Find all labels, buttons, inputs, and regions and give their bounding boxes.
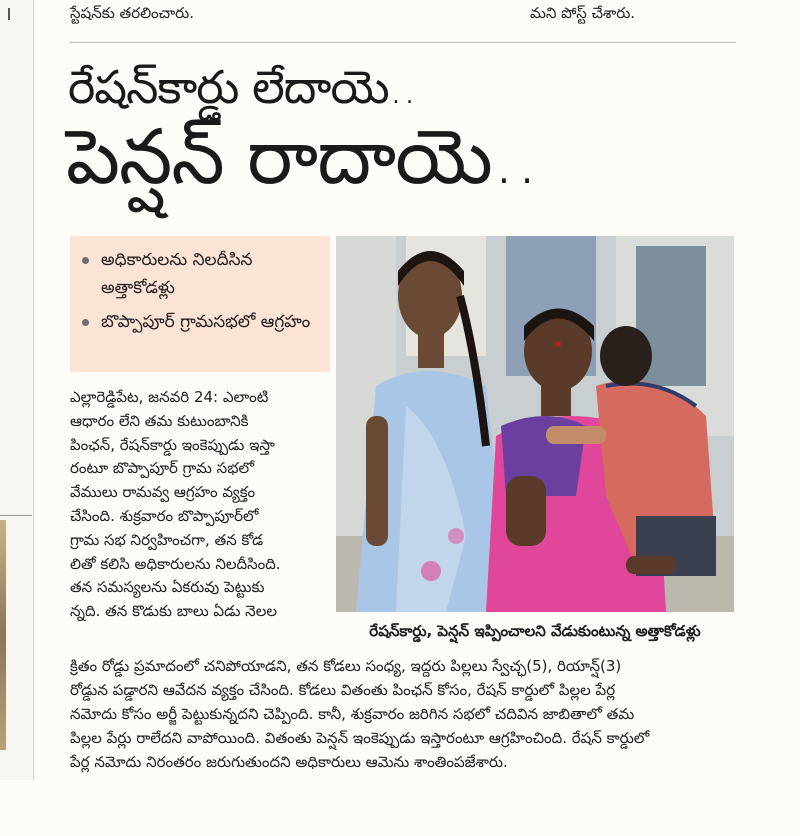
body-line: పేర్ల నమోదు నిరంతరం జరుగుతుందని అధికారులు ఆమెను శాంతింపజేశారు. [70, 753, 508, 771]
article-body-column [70, 386, 326, 624]
body-line: న్నది. తన కొడుకు బాలు ఏడు నెలల [70, 602, 277, 621]
bullet-icon [82, 257, 89, 264]
body-line: ఆధారం లేని తమ కుటుంబానికి [70, 411, 249, 430]
body-line: లితో కలిసి అధికారులను నిలదీసింది. [70, 554, 281, 573]
photo-illustration [336, 236, 734, 612]
body-line: క్రితం రోడ్డు ప్రమాదంలో చనిపోయాడని, తన కోడలు సంధ్య, ఇద్దరు పిల్లలు స్వేచ్ఛ(5), రియాన్ష్(3) [70, 657, 622, 675]
body-line: ఎల్లారెడ్డిపేట, జనవరి 24: ఎలాంటి [70, 388, 269, 406]
body-line: రంటూ బొప్పాపూర్ గ్రామ సభలో [70, 459, 254, 478]
adjacent-photo-edge [0, 520, 6, 750]
adjacent-mark [8, 8, 10, 20]
highlight-item [82, 246, 322, 302]
highlights-box [70, 236, 330, 372]
body-line: రోడ్డున పడ్డారని ఆవేదన వ్యక్తం చేసింది. కోడలు వితంతు పింఛన్ కోసం, రేషన్ కార్డులో పిల్లల పేర్ల [70, 681, 616, 699]
headline-line-1: రేషన్‌కార్డు లేదాయె.. [68, 60, 416, 114]
section-divider [70, 42, 736, 43]
bullet-icon [82, 319, 89, 326]
adjacent-rule [0, 515, 32, 516]
body-line: తన సమస్యలను ఏకరువు పెట్టుకు [70, 578, 265, 597]
article-body-full [70, 654, 736, 774]
body-line: గ్రామ సభ నిర్వహించగా, తన కోడ [70, 530, 264, 549]
body-line: పింఛన్, రేషన్‌కార్డు ఇంకెప్పుడు ఇస్తా [70, 435, 275, 454]
body-line: వేములు రామవ్వ ఆగ్రహం వ్యక్తం [70, 483, 256, 502]
highlight-item [82, 308, 322, 336]
body-line: నమోదు కోసం అర్జీ పెట్టుకున్నదని చెప్పింది. కానీ, శుక్రవారం జరిగిన సభలో చదివిన జాబితాలో తమ [70, 705, 635, 723]
body-line: చేసింది. శుక్రవారం బొప్పాపూర్‌లో [70, 506, 259, 525]
photo-caption: రేషన్‌కార్డు, పెన్షన్ ఇప్పించాలని వేడుకుంటున్న అత్తాకోడళ్లు [369, 622, 701, 640]
news-photo [336, 236, 734, 612]
headline-line-2: పెన్షన్ రాదాయె.. [66, 112, 539, 201]
highlight-text: అధికారులను నిలదీసిన అత్తాకోడళ్లు [101, 250, 253, 298]
body-line: పిల్లల పేర్లు రాలేదని వాపోయింది. వితంతు పెన్షన్ ఇంకెప్పుడు ఇస్తారంటూ ఆగ్రహించింది. రేషన్ కార్డులో [70, 729, 650, 747]
column-divider [33, 0, 34, 780]
previous-article-tail-left: స్టేషన్‌కు తరలించారు. [70, 4, 194, 22]
highlight-text: బొప్పాపూర్ గ్రామసభలో ఆగ్రహం [101, 312, 311, 332]
previous-article-tail-right: మని పోస్ట్ చేశారు. [530, 4, 636, 22]
